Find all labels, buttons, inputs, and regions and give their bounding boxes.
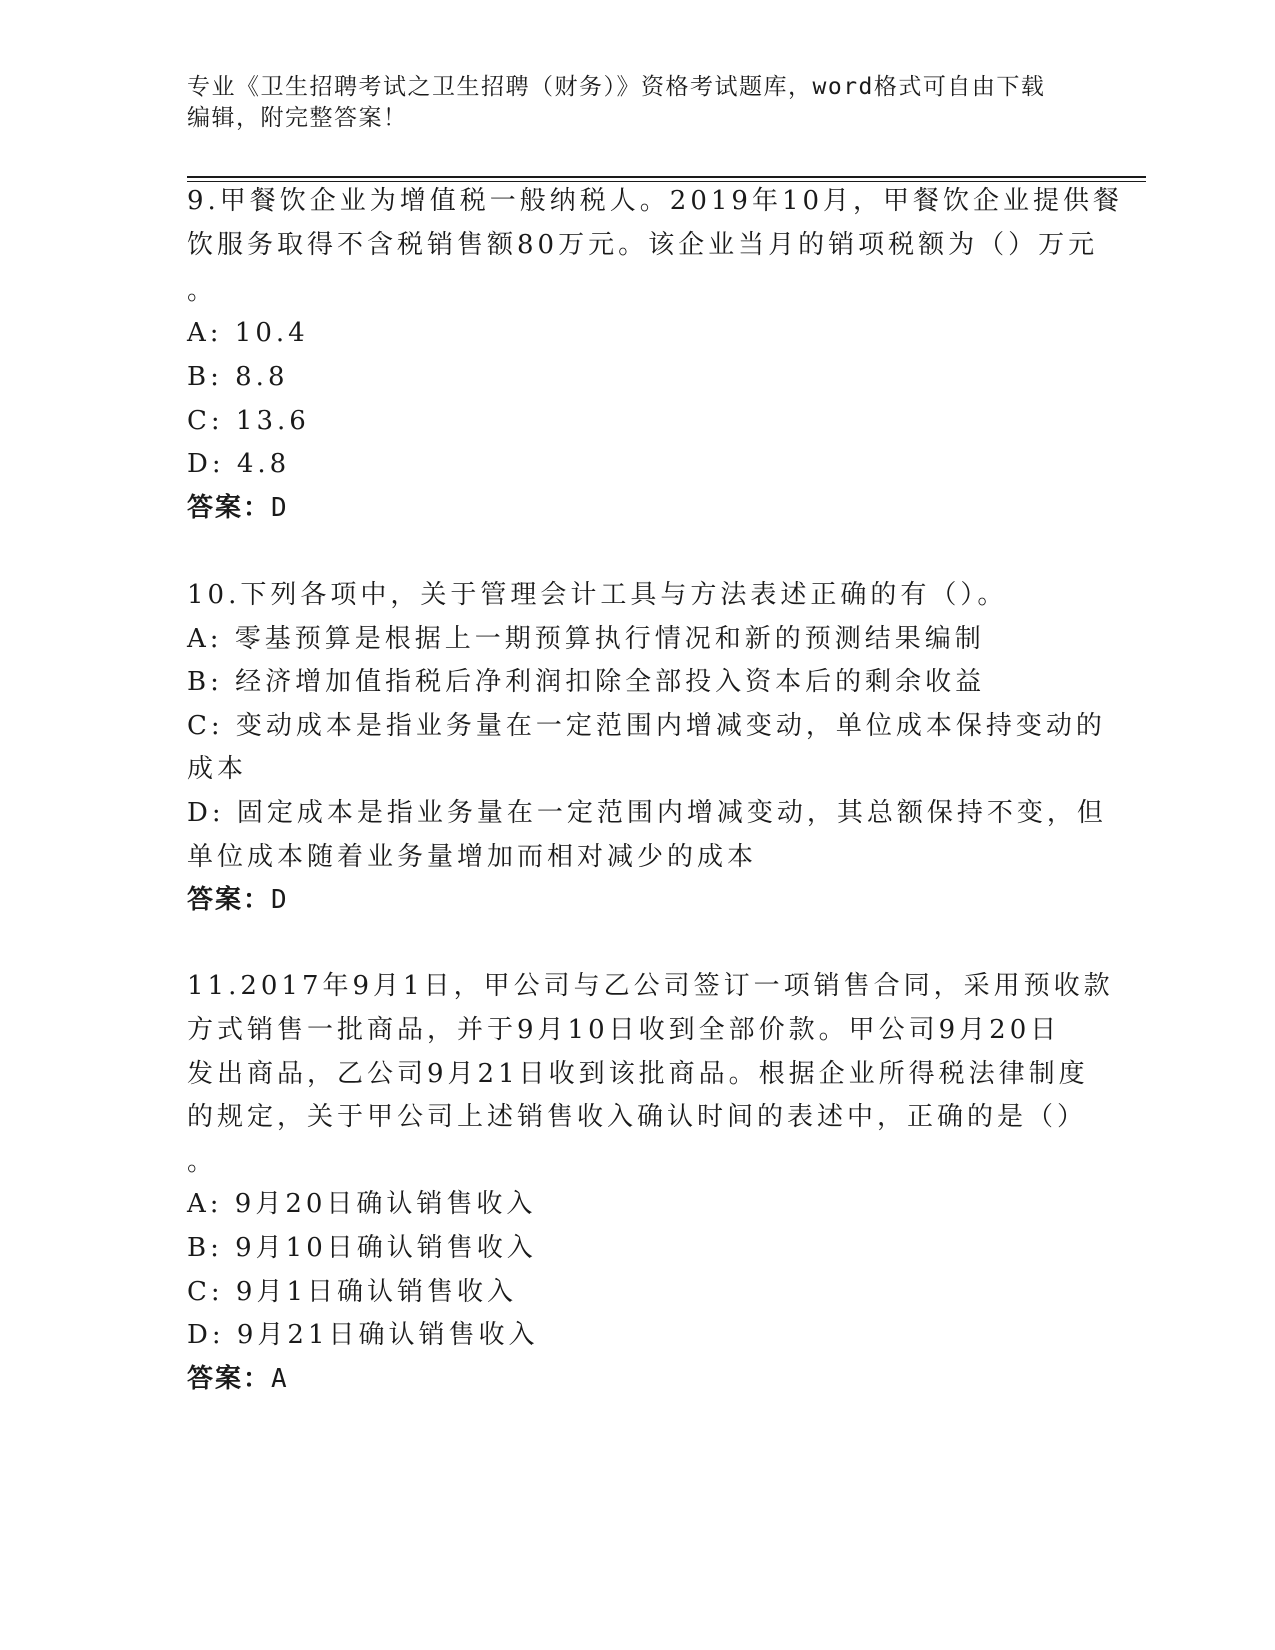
answer-label: 答案：: [187, 493, 272, 523]
option-d: D: 固定成本是指业务量在一定范围内增减变动，其总额保持不变，但: [187, 798, 1107, 828]
option-b: B: 经济增加值指税后净利润扣除全部投入资本后的剩余收益: [187, 667, 986, 697]
answer-value: D: [271, 885, 289, 915]
answer-label: 答案：: [187, 1364, 272, 1394]
question-stem-line: 。: [187, 276, 218, 306]
option-a: A: 零基预算是根据上一期预算执行情况和新的预测结果编制: [187, 624, 985, 654]
answer-line: [187, 883, 289, 917]
option-c: C: 变动成本是指业务量在一定范围内增减变动，单位成本保持变动的: [187, 711, 1106, 741]
question-stem-line: 10.下列各项中，关于管理会计工具与方法表述正确的有（）。: [187, 580, 1008, 610]
answer-line: [187, 1362, 289, 1396]
answer-line: [187, 491, 289, 525]
question-stem-line: 。: [187, 1147, 218, 1177]
option-d: D: 9月21日确认销售收入: [187, 1320, 539, 1350]
question-stem-line: 方式销售一批商品，并于9月10日收到全部价款。甲公司9月20日: [187, 1015, 1061, 1045]
option-c: C: 9月1日确认销售收入: [187, 1277, 518, 1307]
question-stem-line: 11.2017年9月1日，甲公司与乙公司签订一项销售合同，采用预收款: [187, 971, 1114, 1001]
option-c: C: 13.6: [187, 406, 310, 436]
header-divider-thick: [187, 176, 1146, 178]
question-stem-line: 发出商品，乙公司9月21日收到该批商品。根据企业所得税法律制度: [187, 1059, 1089, 1089]
header-divider-thin: [187, 181, 1146, 182]
question-stem-line: 9.甲餐饮企业为增值税一般纳税人。2019年10月，甲餐饮企业提供餐: [187, 186, 1124, 216]
option-d-continued: 单位成本随着业务量增加而相对减少的成本: [187, 842, 758, 872]
question-stem-line: 饮服务取得不含税销售额80万元。该企业当月的销项税额为（）万元: [187, 230, 1099, 260]
option-d: D: 4.8: [187, 449, 291, 479]
option-b: B: 9月10日确认销售收入: [187, 1233, 537, 1263]
answer-value: D: [271, 493, 289, 523]
question-stem-line: 的规定，关于甲公司上述销售收入确认时间的表述中，正确的是（）: [187, 1102, 1088, 1132]
option-a: A: 9月20日确认销售收入: [187, 1189, 537, 1219]
option-c-continued: 成本: [187, 754, 248, 784]
document-header: 专业《卫生招聘考试之卫生招聘（财务）》资格考试题库，word格式可自由下载编辑，附完整答案！: [187, 74, 1046, 131]
answer-label: 答案：: [187, 885, 272, 915]
option-b: B: 8.8: [187, 362, 289, 392]
answer-value: A: [271, 1364, 289, 1394]
option-a: A: 10.4: [187, 318, 309, 348]
